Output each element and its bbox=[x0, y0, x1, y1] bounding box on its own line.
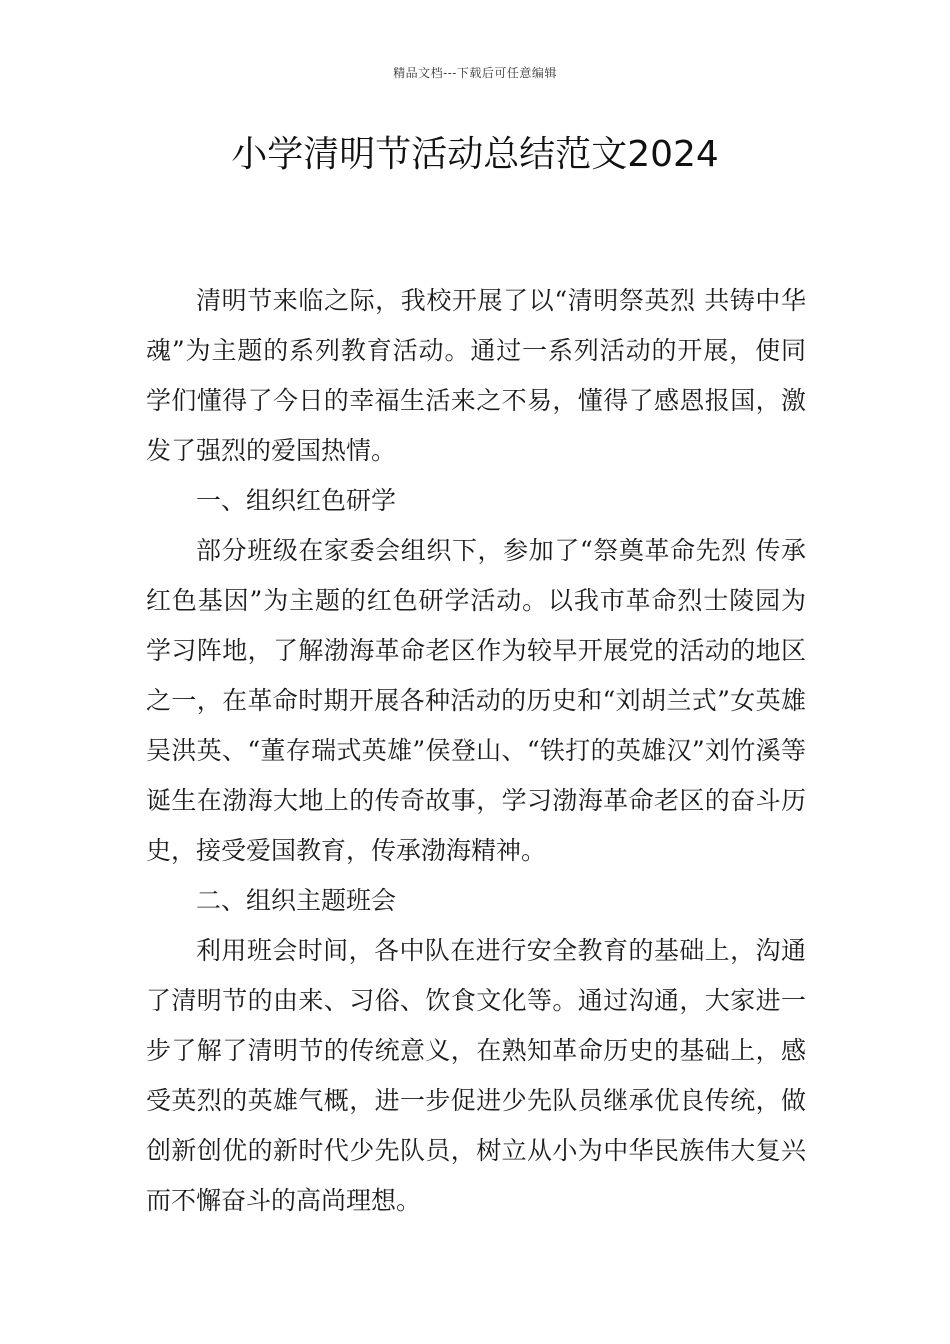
intro-paragraph: 清明节来临之际，我校开展了以“清明祭英烈 共铸中华魂”为主题的系列教育活动。通过一系列活动的开展，使同学们懂得了今日的幸福生活来之不易，懂得了感恩报国，激发了强烈的爱国热情。 bbox=[146, 286, 806, 465]
document-title: 小学清明节活动总结范文2024 bbox=[231, 134, 719, 175]
section-paragraph-2: 利用班会时间，各中队在进行安全教育的基础上，沟通了清明节的由来、习俗、饮食文化等。通过沟通，大家进一步了解了清明节的传统意义，在熟知革命历史的基础上，感受英烈的英雄气概，进一步促进少先队员继承优良传统，做创新创优的新时代少先队员，树立从小为中华民族伟大复兴而不懈奋斗的高尚理想。 bbox=[146, 936, 806, 1215]
document-body bbox=[146, 276, 806, 1226]
header-note: 精品文档---下载后可任意编辑 bbox=[393, 66, 557, 80]
section-heading-1: 一、组织红色研学 bbox=[196, 486, 397, 515]
section-paragraph-1: 部分班级在家委会组织下，参加了“祭奠革命先烈 传承红色基因”为主题的红色研学活动。以我市革命烈士陵园为学习阵地，了解渤海革命老区作为较早开展党的活动的地区之一，在革命时期开展各种活动的历史和“刘胡兰式”女英雄吴洪英、“董存瑞式英雄”侯登山、“铁打的英雄汉”刘竹溪等诞生在渤海大地上的传奇故事，学习渤海革命老区的奋斗历史，接受爱国教育，传承渤海精神。 bbox=[146, 536, 806, 865]
section-heading-2: 二、组织主题班会 bbox=[196, 886, 397, 915]
